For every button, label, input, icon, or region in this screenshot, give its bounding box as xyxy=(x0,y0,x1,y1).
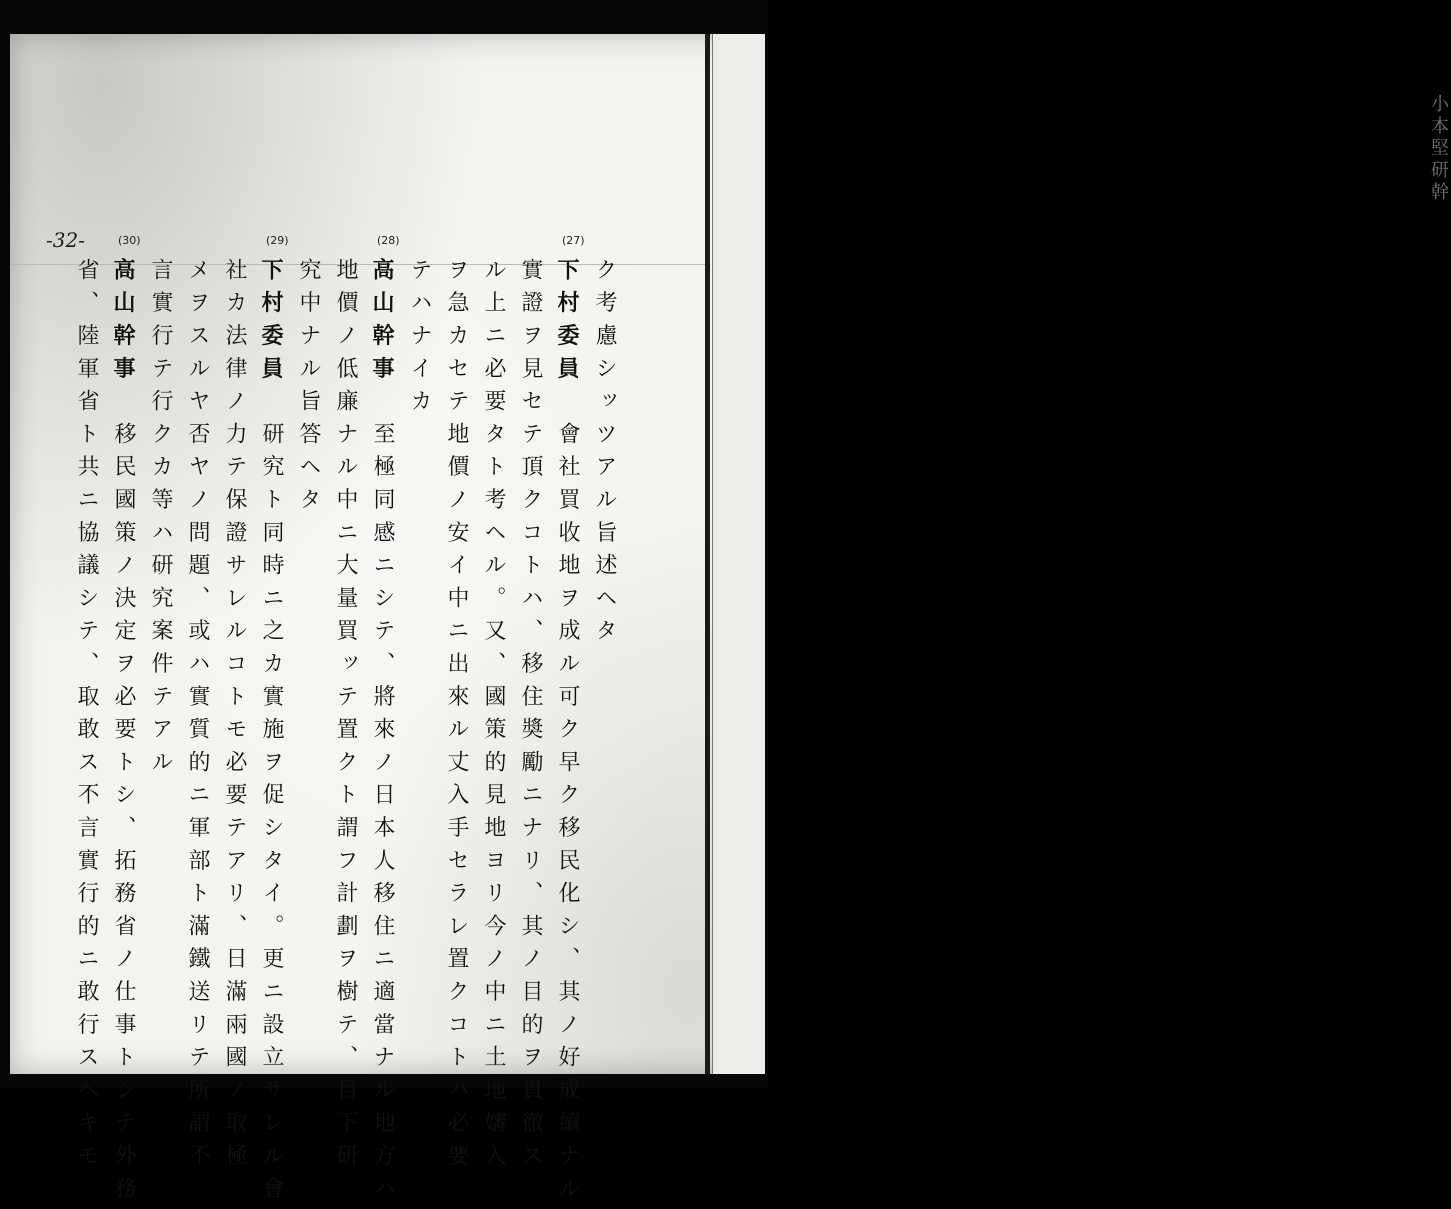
column-text: 地價ノ低廉ナル中ニ大量買ッテ置クト謂フ計劃ヲ樹テ、目下研 xyxy=(333,258,358,1177)
column-text: 究中ナル旨答ヘタ xyxy=(296,258,321,521)
text-column-14 xyxy=(112,258,134,1209)
text-column-2 xyxy=(556,258,578,1209)
page-number: -32- xyxy=(46,228,85,252)
text-column-1 xyxy=(593,258,615,652)
speaker-label: 高山幹事 xyxy=(369,258,395,390)
speaker-label: 高山幹事 xyxy=(110,258,136,390)
column-text: ル上ニ必要タト考ヘル。又、國策的見地ヨリ今ノ中ニ土地嬸入 xyxy=(481,258,506,1177)
text-column-4 xyxy=(482,258,504,1176)
column-text: 研究ト同時ニ之カ實施ヲ促シタイ。更ニ設立サレル會 xyxy=(259,389,284,1209)
column-text: 移民國策ノ決定ヲ必要トシ、拓務省ノ仕事トシテ外務 xyxy=(111,389,136,1209)
paragraph-marker-28: (28) xyxy=(377,234,400,247)
paragraph-marker-30: (30) xyxy=(118,234,141,247)
binding-edge xyxy=(705,34,710,1074)
text-column-3 xyxy=(519,258,541,1176)
column-text: 社カ法律ノ力テ保證サレルコトモ必要テアリ、日滿兩國ノ取極 xyxy=(222,258,247,1177)
text-column-12 xyxy=(186,258,208,1176)
column-text: 會社買收地ヲ成ル可ク早ク移民化シ、其ノ好成續ナル xyxy=(555,389,580,1209)
column-text: 實證ヲ見セテ頂クコトハ、移住奬勵ニナリ、其ノ目的ヲ貫徹ス xyxy=(518,258,543,1177)
margin-stamp: 小本堅研幹 xyxy=(1428,94,1449,204)
speaker-label: 下村委員 xyxy=(258,258,284,390)
text-column-8 xyxy=(334,258,356,1176)
text-column-6 xyxy=(408,258,430,422)
column-text: メヲスルヤ否ヤノ問題、或ハ實質的ニ軍部ト滿鐵送リテ所謂不 xyxy=(185,258,210,1177)
text-column-13 xyxy=(149,258,171,783)
column-text: 至極同感ニシテ、將來ノ日本人移住ニ適當ナル地方ハ xyxy=(370,389,395,1209)
column-text: ク考慮シッツアル旨述ヘタ xyxy=(592,258,617,652)
column-text: ヲ急カセテ地價ノ安イ中ニ出來ル丈入手セラレ置クコトハ必要 xyxy=(444,258,469,1177)
text-column-11 xyxy=(223,258,245,1176)
text-column-9 xyxy=(297,258,319,520)
paragraph-marker-27: (27) xyxy=(562,234,585,247)
text-column-5 xyxy=(445,258,467,1176)
column-text: テハナイカ xyxy=(407,258,432,422)
text-column-15 xyxy=(75,258,97,1176)
text-column-10 xyxy=(260,258,282,1209)
speaker-label: 下村委員 xyxy=(554,258,580,390)
text-column-7 xyxy=(371,258,393,1209)
column-text: 言實行テ行クカ等ハ研究案件テアル xyxy=(148,258,173,783)
column-text: 省、陸軍省ト共ニ協議シテ、取敢ス不言實行的ニ敢行スヘキモ xyxy=(74,258,99,1177)
margin-strip xyxy=(713,34,1449,1074)
paragraph-marker-29: (29) xyxy=(266,234,289,247)
